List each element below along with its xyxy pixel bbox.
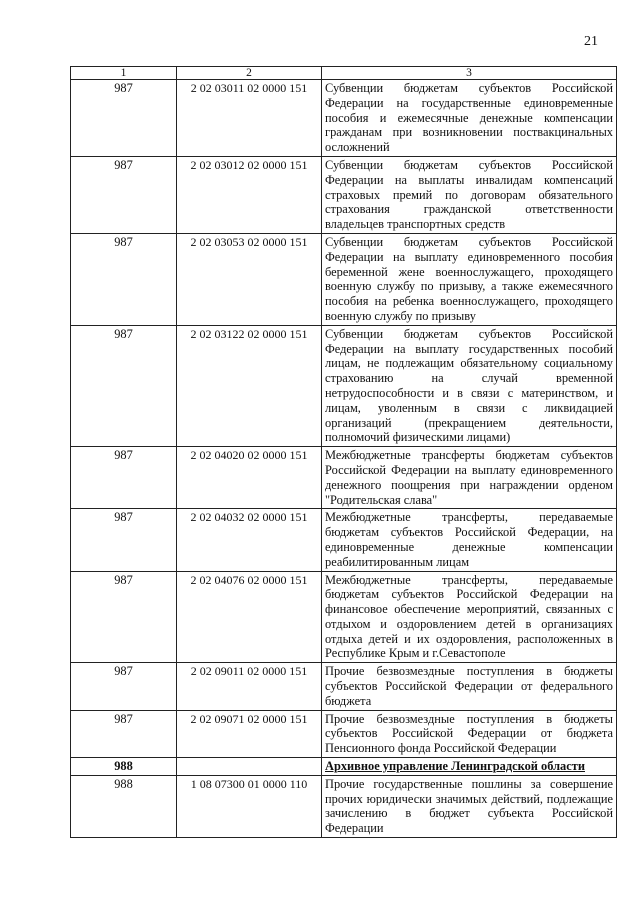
table-row [71, 509, 617, 571]
table-row [71, 447, 617, 509]
budget-code-cell: 1 08 07300 01 0000 110 [177, 775, 322, 837]
description-cell: Прочие безвозмездные поступления в бюджеты субъектов Российской Федерации от бюджета Пенсионного фонда Российской Федерации [322, 710, 617, 757]
description-cell: Межбюджетные трансферты бюджетам субъектов Российской Федерации на выплату единовременного денежного поощрения при награждении орденом "Родительская слава" [322, 447, 617, 509]
admin-code-cell: 987 [71, 571, 177, 663]
admin-code-cell: 987 [71, 663, 177, 710]
table-header-row [71, 67, 617, 80]
revenue-codes-table [70, 66, 617, 838]
description-cell: Субвенции бюджетам субъектов Российской Федерации на выплату государственных пособий лицам, не подлежащим обязательному социальному страхованию на случай временной нетрудоспособности и в связи с материнством, и лицам, уволенным в связи с ликвидацией организаций (прекращением деятельности, полномочий физическими лицами) [322, 325, 617, 446]
section-header-row [71, 758, 617, 776]
budget-code-cell: 2 02 04076 02 0000 151 [177, 571, 322, 663]
admin-code-cell: 987 [71, 509, 177, 571]
admin-code-cell: 987 [71, 80, 177, 157]
description-cell: Межбюджетные трансферты, передаваемые бюджетам субъектов Российской Федерации на финансовое обеспечение мероприятий, связанных с отдыхом и оздоровлением детей в организациях отдыха детей и их оздоровления, расположенных в Республике Крым и г.Севастополе [322, 571, 617, 663]
budget-code-cell: 2 02 09071 02 0000 151 [177, 710, 322, 757]
column-header-3: 3 [322, 67, 617, 80]
column-header-2: 2 [177, 67, 322, 80]
page-number: 21 [584, 34, 598, 49]
table-row [71, 80, 617, 157]
table-row [71, 325, 617, 446]
budget-code-cell: 2 02 04020 02 0000 151 [177, 447, 322, 509]
column-header-1: 1 [71, 67, 177, 80]
admin-code-cell: 987 [71, 447, 177, 509]
budget-code-cell: 2 02 03122 02 0000 151 [177, 325, 322, 446]
budget-code-cell: 2 02 03012 02 0000 151 [177, 156, 322, 233]
description-cell: Прочие безвозмездные поступления в бюджеты субъектов Российской Федерации от федерального бюджета [322, 663, 617, 710]
description-cell: Субвенции бюджетам субъектов Российской Федерации на выплаты инвалидам компенсаций страховых премий по договорам обязательного страхования гражданской ответственности владельцев транспортных средств [322, 156, 617, 233]
description-cell: Межбюджетные трансферты, передаваемые бюджетам субъектов Российской Федерации, на единовременные денежные компенсации реабилитированным лицам [322, 509, 617, 571]
budget-code-cell: 2 02 03053 02 0000 151 [177, 233, 322, 325]
table-row [71, 571, 617, 663]
description-cell: Субвенции бюджетам субъектов Российской Федерации на выплату единовременного пособия беременной жене военнослужащего, проходящего военную службу по призыву, а также ежемесячного пособия на ребенка военнослужащего, проходящего военную службу по призыву [322, 233, 617, 325]
admin-code-cell: 987 [71, 325, 177, 446]
budget-code-cell: 2 02 03011 02 0000 151 [177, 80, 322, 157]
section-title-cell: Архивное управление Ленинградской области [322, 758, 617, 776]
section-empty-cell [177, 758, 322, 776]
description-cell: Прочие государственные пошлины за совершение прочих юридически значимых действий, подлежащие зачислению в бюджет субъекта Российской Федерации [322, 775, 617, 837]
admin-code-cell: 988 [71, 775, 177, 837]
table-row [71, 710, 617, 757]
description-cell: Субвенции бюджетам субъектов Российской Федерации на государственные единовременные пособия и ежемесячные денежные компенсации гражданам при возникновении поствакцинальных осложнений [322, 80, 617, 157]
table-row [71, 233, 617, 325]
table-row [71, 156, 617, 233]
budget-code-cell: 2 02 04032 02 0000 151 [177, 509, 322, 571]
section-code-cell: 988 [71, 758, 177, 776]
admin-code-cell: 987 [71, 156, 177, 233]
admin-code-cell: 987 [71, 233, 177, 325]
table-row [71, 775, 617, 837]
table-row [71, 663, 617, 710]
admin-code-cell: 987 [71, 710, 177, 757]
budget-code-cell: 2 02 09011 02 0000 151 [177, 663, 322, 710]
